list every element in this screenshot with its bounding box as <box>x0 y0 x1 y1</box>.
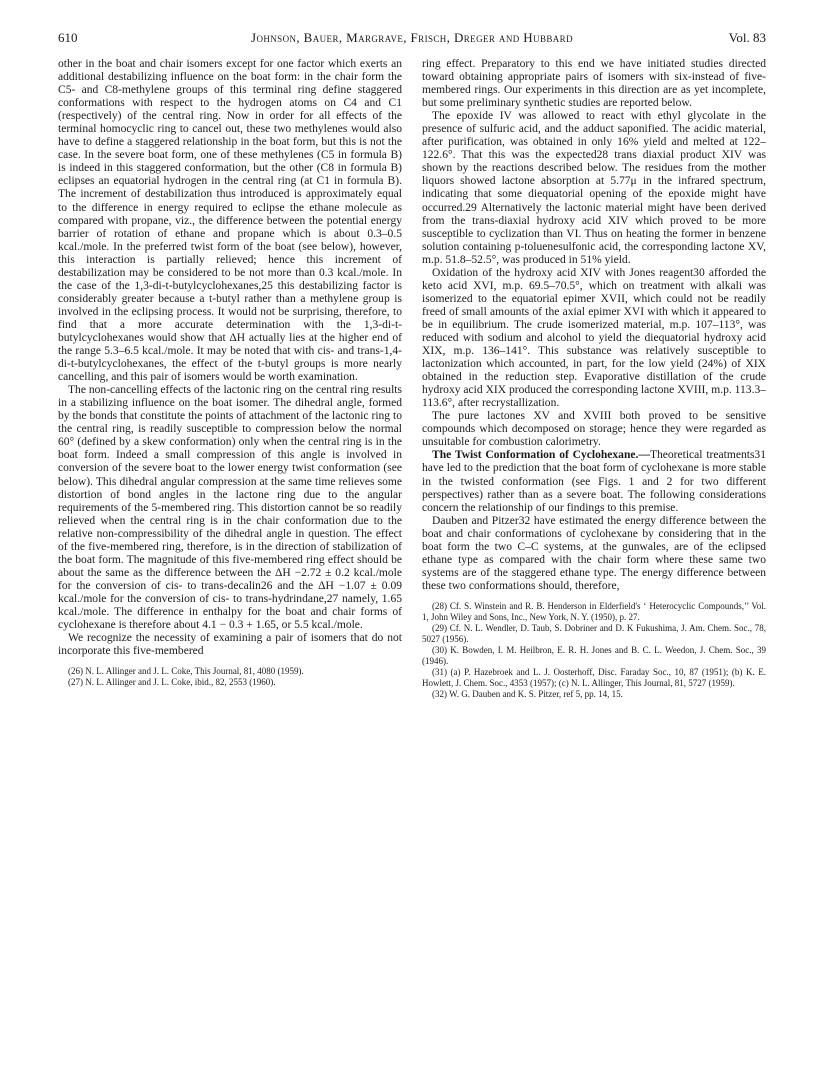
footnote: (31) (a) P. Hazebroek and L. J. Oosterhoff, Disc. Faraday Soc., 10, 87 (1951); (b) K. E. Howlett, J. Chem. Soc., 4353 (1957); (c) N. L. Allinger, This Journal, 81, 5727 (1959). <box>422 666 766 688</box>
footnote: (30) K. Bowden, I. M. Heilbron, E. R. H. Jones and B. C. L. Weedon, J. Chem. Soc., 39 (1946). <box>422 644 766 666</box>
volume-label: Vol. 83 <box>728 30 766 45</box>
section-heading: The Twist Conformation of Cyclohexane.— <box>432 449 650 462</box>
footnote: (29) Cf. N. L. Wendler, D. Taub, S. Dobriner and D. K Fukushima, J. Am. Chem. Soc., 78, 5027 (1956). <box>422 622 766 644</box>
section-text: Theoretical treatments31 have led to the prediction that the boat form of cyclohexane is more stable in the twisted conformation (see Figs. 1 and 2 for two different perspectives) rather than as a severe boat. The following considerations concern the relationship of our findings to this premise. <box>422 449 766 514</box>
paragraph: The non-cancelling effects of the lactonic ring on the central ring results in a stabilizing influence on the boat isomer. The dihedral angle, formed by the bonds that constitute the points of attachment of the lactonic ring to the central ring, is readily susceptible to compression below the normal 60° (defined by a skew conformation) only when the central ring is in the boat form. Indeed a small compression of this angle is involved in conversion of the severe boat to the lower energy twist conformation (see below). This dihedral angular compression at the same time relieves some distortion of bond angles in the lactone ring due to the angular requirements of the 5-membered ring. This distortion cannot be so readily relieved when the central ring is in the chair conformation due to the relative non-compressibility of the dihedral angle in question. The effect of the five-membered ring, therefore, is in the direction of stabilization of the boat form. The magnitude of this five-membered ring effect should be about the same as the difference between the ΔH −2.72 ± 0.2 kcal./mole for the conversion of cis- to trans-decalin26 and the ΔH −1.07 ± 0.09 kcal./mole for the conversion of cis- to trans-hydrindane,27 namely, 1.65 kcal./mole. The difference in enthalpy for the boat and chair forms of cyclohexane is therefore about 4.1 − 0.3 + 1.65, or 5.5 kcal./mole. <box>58 384 402 632</box>
paragraph: Oxidation of the hydroxy acid XIV with Jones reagent30 afforded the keto acid XVI, m.p. 69.5–70.5°, which on treatment with alkali was isomerized to the equatorial epimer XVII, which could not be readily freed of small amounts of the axial epimer XVI with which it appeared to be in equilibrium. The crude isomerized material, m.p. 107–113°, was reduced with sodium and alcohol to yield the diequatorial hydroxy acid XIX, m.p. 136–141°. This substance was relatively susceptible to lactonization which accounted, in part, for the low yield (24%) of XIX obtained in the reduction step. Evaporative distillation of the crude hydroxy acid XIX produced the corresponding lactone XVIII, m.p. 113.3–113.6°, after recrystallization. <box>422 266 766 410</box>
footnote: (27) N. L. Allinger and J. L. Coke, ibid., 82, 2553 (1960). <box>68 677 276 688</box>
footnote: (32) W. G. Dauben and K. S. Pitzer, ref 5, pp. 14, 15. <box>432 688 623 699</box>
running-header <box>58 30 766 46</box>
paragraph: The epoxide IV was allowed to react with ethyl glycolate in the presence of sulfuric acid, and the adduct saponified. The acidic material, after purification, was obtained in only 16% yield and melted at 122–122.6°. That this was the expected28 trans diaxial product XIV was shown by the reactions described below. The residues from the mother liquors showed lactone absorption at 5.77μ in the infrared spectrum, indicating that some diequatorial opening of the epoxide might have occurred.29 Alternatively the lactonic material might have been derived from the trans-diaxial hydroxy acid XIV which proved to be more susceptible to cyclization than VI. Thus on heating the former in benzene solution containing p-toluenesulfonic acid, the corresponding lactone XV, m.p. 51.8–52.5°, was produced in 51% yield. <box>422 110 766 266</box>
footnotes <box>58 666 402 688</box>
paragraph: Dauben and Pitzer32 have estimated the energy difference between the boat and chair conformations of cyclohexane by considering that in the boat form the two C–C systems, at the gunwales, are of the eclipsed ethane type as compared with the chair form where these same two systems are of the staggered ethane type. The energy difference between these two conformations should, therefore, <box>422 514 766 592</box>
twist-section-paragraph <box>422 449 766 514</box>
paragraph: other in the boat and chair isomers except for one factor which exerts an additional destabilizing influence on the boat form: in the chair form the C5- and C8-methylene groups of this terminal ring define staggered conformations with respect to the hydrogen atoms on C4 and C1 (respectively) of the central ring. Now in order for all effects of the terminal homocyclic ring to cancel out, these two methylenes would also have to define a staggered relationship in the boat form, but this is not the case. In the severe boat form, one of these methylenes (C5 in formula B) is indeed in this staggered conformation, but the other (C8 in formula B) eclipses an equatorial hydrogen in the central ring (at C1 in formula B). The increment of destabilization thus introduced is approximately equal to the difference in energy required to eclipse the ethane molecule as compared with propane, viz., the difference between the potential energy barrier of rotation of ethane and propane which is about 0.3–0.5 kcal./mole. In the preferred twist form of the boat (see below), however, this interaction is partially relieved; hence this increment of destabilization may be considered to be not more than 0.3 kcal./mole. In the case of the 1,3-di-t-butylcyclohexanes,25 this destabilizing factor is considerably greater because a t-butyl rather than a methylene group is involved in the eclipsing process. It would not be surprising, therefore, to find that a more accurate determination with the 1,3-di-t-butylcyclohexanes would show that ΔH actually lies at the higher end of the range 5.3–6.5 kcal./mole. It may be noted that with cis- and trans-1,4-di-t-butylcyclohexanes, the effect of the t-butyl groups is more nearly cancelling, and this pair of isomers would be worth examination. <box>58 58 402 384</box>
left-column <box>58 58 402 688</box>
footnote: (28) Cf. S. Winstein and R. B. Henderson in Elderfield's ‘ Heterocyclic Compounds,’’ Vol. 1, John Wiley and Sons, Inc., New York, N. Y. (1950), p. 27. <box>422 600 766 622</box>
paragraph: ring effect. Preparatory to this end we have initiated studies directed toward obtaining appropriate pairs of isomers with six-instead of five-membered rings. Our experiments in this direction are as yet incomplete, but some preliminary synthetic studies are reported below. <box>422 58 766 110</box>
paragraph: The pure lactones XV and XVIII both proved to be sensitive compounds which decomposed on storage; hence they were regarded as unsuitable for combustion calorimetry. <box>422 410 766 449</box>
paragraph: We recognize the necessity of examining a pair of isomers that do not incorporate this five-membered <box>58 632 402 658</box>
page-number: 610 <box>58 30 78 45</box>
footnotes <box>422 601 766 700</box>
running-title-authors: Johnson, Bauer, Margrave, Frisch, Dreger and Hubbard <box>251 30 573 45</box>
right-column <box>422 58 766 700</box>
footnote: (26) N. L. Allinger and J. L. Coke, This Journal, 81, 4080 (1959). <box>68 666 304 677</box>
